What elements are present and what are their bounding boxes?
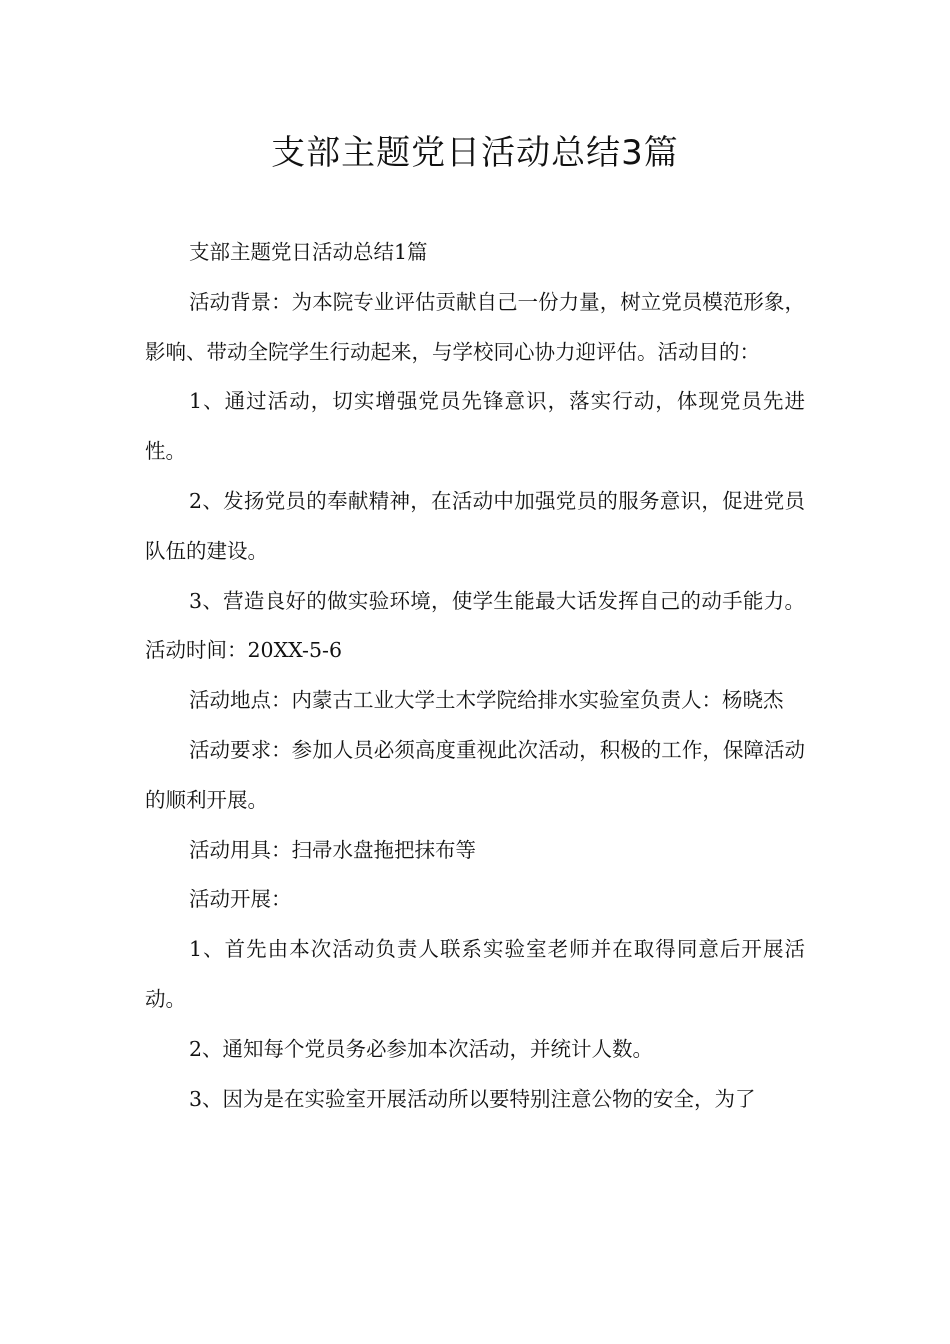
document-title: 支部主题党日活动总结3篇 — [271, 133, 679, 173]
paragraph-tools: 活动用具：扫帚水盘拖把抹布等 — [189, 837, 476, 862]
paragraph-goal-2: 2、发扬党员的奉献精神，在活动中加强党员的服务意识，促进党员队伍的建设。 — [145, 488, 805, 563]
paragraph-requirements: 活动要求：参加人员必须高度重视此次活动，积极的工作，保障活动的顺利开展。 — [145, 737, 805, 812]
paragraph-goal-3: 3、营造良好的做实验环境，使学生能最大话发挥自己的动手能力。活动时间：20XX-5-6 — [145, 588, 805, 663]
paragraph-step-2: 2、通知每个党员务必参加本次活动，并统计人数。 — [189, 1036, 654, 1061]
paragraph-subtitle: 支部主题党日活动总结1篇 — [189, 240, 428, 264]
paragraph-step-1: 1、首先由本次活动负责人联系实验室老师并在取得同意后开展活动。 — [145, 937, 805, 1011]
paragraph-goal-1: 1、通过活动，切实增强党员先锋意识，落实行动，体现党员先进性。 — [145, 389, 805, 464]
paragraph-activity-heading: 活动开展： — [189, 887, 292, 912]
paragraph-step-3: 3、因为是在实验室开展活动所以要特别注意公物的安全，为了 — [189, 1086, 756, 1111]
paragraph-background: 活动背景：为本院专业评估贡献自己一份力量，树立党员模范形象，影响、带动全院学生行动起来，与学校同心协力迎评估。活动目的： — [145, 289, 805, 364]
document-body — [145, 228, 805, 1124]
paragraph-location: 活动地点：内蒙古工业大学土木学院给排水实验室负责人：杨晓杰 — [189, 688, 784, 713]
